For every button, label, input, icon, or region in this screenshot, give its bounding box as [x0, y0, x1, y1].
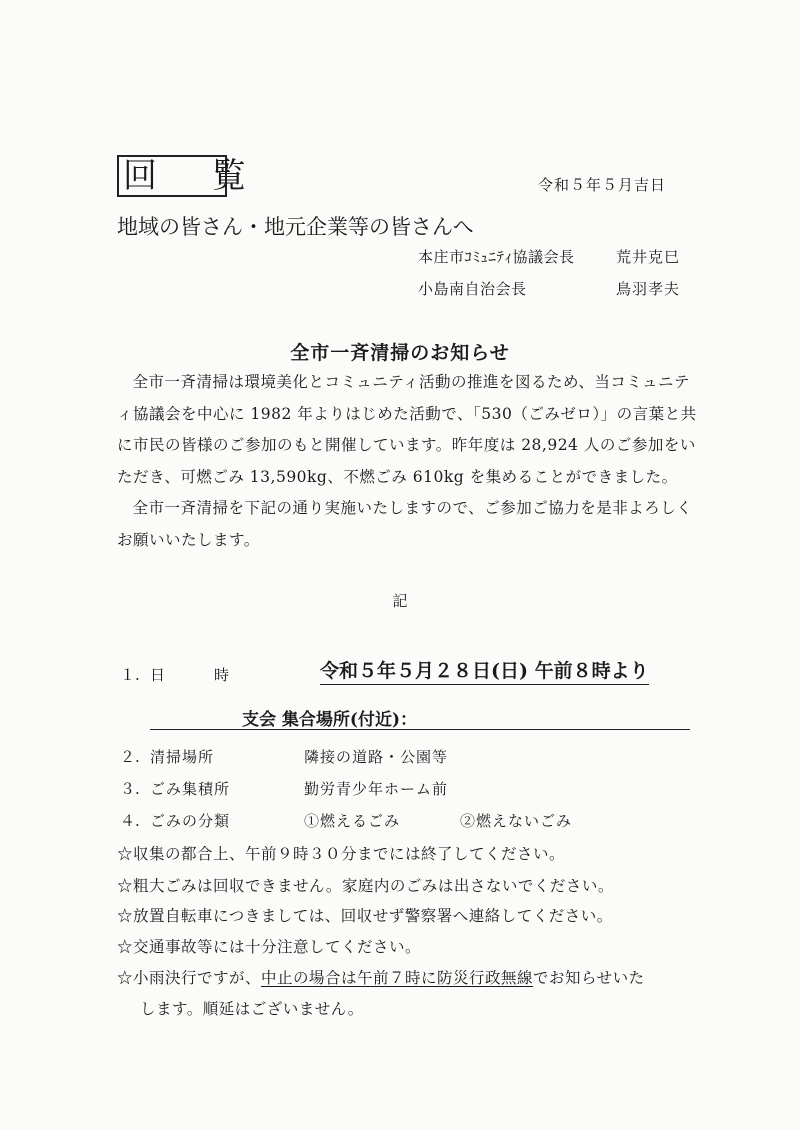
note-text: でお知らせいた [533, 969, 645, 987]
item-number: １. [120, 666, 140, 684]
item-number: ２. [120, 748, 140, 766]
note: ☆粗大ごみは回収できません。家庭内のごみは出さないでください。 [117, 877, 614, 895]
circulation-stamp: 回 覧 [117, 155, 227, 197]
event-datetime: 令和５年５月２８日(日) 午前８時より [320, 656, 649, 685]
note: ☆放置自転車につきましては、回収せず警察署へ連絡してください。 [117, 907, 613, 925]
ki-heading: 記 [392, 592, 408, 610]
addressee: 地域の皆さん・地元企業等の皆さんへ [117, 215, 474, 239]
sender-title: 小島南自治会長 [418, 280, 527, 298]
note [117, 966, 645, 988]
issue-date: 令和５年５月吉日 [538, 176, 667, 194]
note: します。順延はございません。 [140, 1000, 364, 1018]
assembly-underline [150, 709, 690, 730]
item-value: 勤労青少年ホーム前 [304, 780, 449, 798]
body-paragraph: 全市一斉清掃は環境美化とコミュニティ活動の推進を図るため、当コミュニティ協議会を中心に 1982 年よりはじめた活動で、「530（ごみゼロ）」の言葉と共に市民の皆様のご参加のもと開催しています。昨年度は 28,924 人のご参加をいただき、可燃ごみ 13,590kg、不燃ごみ 610kg を集めることができました。 [117, 373, 697, 486]
sender-name: 鳥羽孝夫 [616, 280, 681, 298]
body-paragraph: 全市一斉清掃を下記の通り実施いたしますので、ご参加ご協力を是非よろしくお願いいたします。 [117, 499, 693, 549]
item-value: 隣接の道路・公園等 [304, 748, 449, 766]
item-number: ４. [120, 812, 140, 830]
body-text [117, 367, 697, 556]
note: ☆交通事故等には十分注意してください。 [117, 938, 422, 956]
item-label: ごみ集積所 [150, 780, 231, 798]
item-value: ①燃えるごみ [304, 812, 401, 830]
sender-title: 本庄市ｺﾐｭﾆﾃｨ協議会長 [418, 248, 575, 266]
assembly-place-label: 支会 集合場所(付近)： [242, 710, 418, 730]
item-label: ごみの分類 [150, 812, 231, 830]
note-text: ☆小雨決行ですが、 [117, 969, 262, 987]
item-number: ３. [120, 780, 140, 798]
note: ☆収集の都合上、午前９時３０分までには終了してください。 [117, 845, 566, 863]
document-title: 全市一斉清掃のお知らせ [290, 342, 510, 364]
item-value: ②燃えないごみ [460, 812, 573, 830]
sender-name: 荒井克巳 [616, 248, 681, 266]
item-label: 清掃場所 [150, 748, 215, 766]
item-label: 日 時 [150, 666, 231, 684]
note-underlined-text: 中止の場合は午前７時に防災行政無線 [261, 969, 534, 987]
